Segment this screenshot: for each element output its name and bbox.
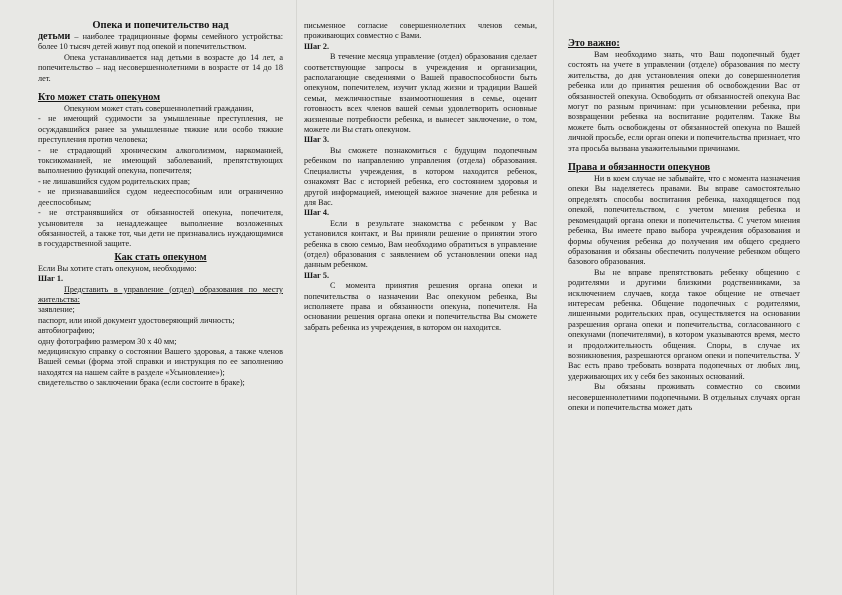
list-item: - не лишавшийся судом родительских прав; bbox=[38, 176, 190, 186]
step3-text: Вы сможете познакомиться с будущим подопечным ребенком по направлению управления (отдела) образования. Специалисты учреждения, в котором находится ребенок, ознакомят Вас с историей ребенка, его состоянием здоровья и другой информацией, имеющей важное значение для ребенка и для Вас. bbox=[304, 145, 537, 207]
list-item: - не страдающий хроническим алкоголизмом, наркоманией, токсикоманией, не имеющий заболеваний, препятствующих выполнению функций опекуна, попечителя; bbox=[38, 145, 283, 176]
rights-paragraph-3: Вы обязаны проживать совместно со своими несовершеннолетними подопечными. В отдельных случаях орган опеки и попечительства может дать bbox=[568, 382, 800, 412]
step1-continuation: письменное согласие совершеннолетних членов семьи, проживающих совместно с Вами. bbox=[304, 21, 537, 41]
rights-paragraph-2: Вы не вправе препятствовать ребенку общению с родителями и другими близкими родственниками, за исключением случаев, когда такое общение не отвечает интересам ребенка. Общение подопечных с родителями, лишенными родительских прав, осуществляется на основании разрешения органа опеки и попечительства, согласованного с опекунами (попечителями), в котором указываются время, место и продолжительность общения. Споры, в случае их возникновения, разрешаются органом опеки и попечительства. У Вас есть право требовать возврата подопечных от любых лиц, удерживающих их у себя без законных оснований. bbox=[568, 267, 800, 381]
step5-text: С момента принятия решения органа опеки и попечительства о назначении Вас опекуном ребенка, Вы исполняете права и обязанности опекуна, попечителя. На основании решения органа опеки и попечительства Вы сможете забрать ребенка из учреждения, в котором он находится. bbox=[304, 281, 537, 332]
important-text: Вам необходимо знать, что Ваш подопечный будет состоять на учете в управлении (отделе) образования по месту жительства, до дня установления опеки до совершеннолетия ребенка или до принятия решения об освобождении Вас от обязанностей опекуна. Освободить от обязанностей опекуна Вас могут по разным причинам: при усыновлении ребенка, при возвращении ребенка на воспитание родителям. Также Вы можете быть освобождены от обязанностей опекуна по Вашей личной просьбе, если орган опеки и попечительства признает, что эта просьба вызвана уважительными причинами. bbox=[568, 50, 800, 153]
rights-paragraph-1: Ни в коем случае не забывайте, что с момента назначения опеки Вы наделяетесь правами. Вы вправе самостоятельно определять способы воспитания ребенка, находящегося под опекой, попечительством, с учетом мнения ребенка и рекомендаций органа опеки и попечительства. С учетом мнения ребенка, Вы имеете право выбора учреждения образования и формы обучения ребенка до получения им общего среднего образования и обязаны обеспечить получение ребенком общего базового образования. bbox=[568, 174, 800, 267]
how-heading: Как стать опекуном bbox=[114, 251, 207, 263]
step1-text: Представить в управление (отдел) образования по месту жительства: bbox=[38, 284, 283, 304]
fold-line bbox=[296, 0, 297, 595]
fold-line bbox=[553, 0, 554, 595]
step5-label: Шаг 5. bbox=[304, 270, 329, 280]
list-item: одну фотографию размером 30 х 40 мм; bbox=[38, 336, 177, 346]
column-middle bbox=[304, 21, 537, 595]
how-intro: Если Вы хотите стать опекуном, необходимо: bbox=[38, 263, 197, 273]
step1-label: Шаг 1. bbox=[38, 274, 63, 284]
step4-label: Шаг 4. bbox=[304, 208, 329, 218]
rights-heading: Права и обязанности опекунов bbox=[568, 162, 711, 174]
step2-text: В течение месяца управление (отдел) образования сделает соответствующие запросы в учреждения и организации, располагающие сведениями о Вашей правоспособности быть опекуном, попечителем, изучит уклад жизни и традиции Вашей семьи, межличностные взаимоотношения в семье, оценит готовность всех членов вашей семьи удовлетворить основные жизненные потребности ребенка, и вынесет заключение, о том, можете ли Вы стать опекуном. bbox=[304, 52, 537, 135]
column-left bbox=[38, 20, 283, 595]
list-item: - не признававшийся судом недееспособным или ограниченно дееспособным; bbox=[38, 187, 283, 207]
intro-bold: детьми bbox=[38, 31, 71, 42]
step4-text: Если в результате знакомства с ребенком у Вас установился контакт, и Вы приняли решение о принятии этого ребенка в свою семью, Вам необходимо обратиться в управление (отдел) образования с заявлением об установлении опеки над данным ребенком. bbox=[304, 218, 537, 270]
list-item: автобиографию; bbox=[38, 326, 95, 336]
intro-paragraph bbox=[38, 32, 283, 53]
list-item: - не имеющий судимости за умышленные преступления, не осуждавшийся ранее за умышленные тяжкие или особо тяжкие преступления против человека; bbox=[38, 114, 283, 145]
step3-label: Шаг 3. bbox=[304, 135, 329, 145]
intro-rest: – наиболее традиционные формы семейного устройства: более 10 тысяч детей живут под опекой и попечительством. bbox=[38, 32, 283, 52]
who-intro: Опекуном может стать совершеннолетний гражданин, bbox=[64, 104, 254, 114]
important-heading: Это важно: bbox=[568, 38, 620, 49]
who-heading: Кто может стать опекуном bbox=[38, 92, 161, 104]
column-right bbox=[568, 38, 800, 595]
who-list bbox=[38, 114, 283, 249]
list-item: заявление; bbox=[38, 305, 75, 315]
intro-paragraph-2: Опека устанавливается над детьми в возрасте до 14 лет, а попечительство – над несовершеннолетними в возрасте от 14 до 18 лет. bbox=[38, 52, 283, 83]
list-item: свидетельство о заключении брака (если состоите в браке); bbox=[38, 378, 245, 388]
list-item: - не отстранявшийся от обязанностей опекуна, попечителя, усыновителя за ненадлежащее выполнение возложенных обязанностей, а также тот, чьи дети не признавались нуждающимися в государственной защите. bbox=[38, 208, 283, 249]
list-item: паспорт, или иной документ удостоверяющий личность; bbox=[38, 315, 235, 325]
section-title: Опека и попечительство над bbox=[92, 20, 229, 31]
docs-list bbox=[38, 305, 283, 388]
step2-label: Шаг 2. bbox=[304, 41, 329, 51]
list-item: медицинскую справку о состоянии Вашего здоровья, а также членов Вашей семьи (форма этой справки и инструкция по ее заполнению находятся на нашем сайте в разделе «Усыновление»); bbox=[38, 346, 283, 377]
